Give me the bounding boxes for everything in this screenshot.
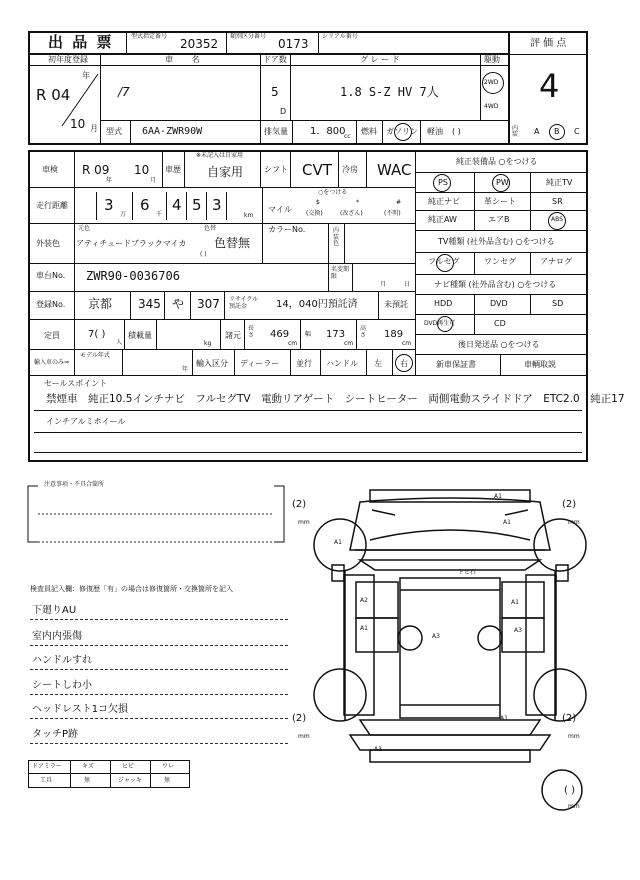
drive-4wd: 4WD <box>484 103 499 110</box>
color-tone-label: 色替 <box>204 225 217 232</box>
mark-wheel-fl: A1 <box>334 539 342 546</box>
class-label: 類別区分番号 <box>230 33 267 40</box>
reg-cls: 345 <box>138 297 161 311</box>
recycle-unpaid: 未預託 <box>384 300 408 309</box>
hgt-label: 高さ <box>360 325 367 339</box>
form-title: 出 品 票 <box>48 33 114 51</box>
load-unit: kg <box>204 340 212 347</box>
tire-rr-mm: mm <box>568 733 580 740</box>
fuel-label: 燃料 <box>361 127 377 136</box>
tire-spare-mm: mm <box>568 803 580 810</box>
first-reg-label: 初年度登録 <box>48 55 88 64</box>
navi-hdd: HDD <box>434 299 453 308</box>
history-note: ※未記入は自家用 <box>196 152 244 159</box>
mark-door-fl: A2 <box>360 597 368 604</box>
hgt: 189 <box>384 329 404 340</box>
mileage-label: 走行距離 <box>36 201 68 210</box>
model-year-label: モデル年式 <box>80 352 110 359</box>
mark-side: A1 <box>500 715 508 722</box>
recycle-label: リサイクル預託金 <box>229 296 259 311</box>
eq-pw: PW <box>496 178 509 187</box>
tire-rl-value: 2 <box>295 713 303 724</box>
orig-color-label: 元色 <box>78 225 91 232</box>
model: 6AA-ZWR90W <box>142 126 203 137</box>
parallel: 並行 <box>296 359 312 368</box>
recycle: 14，040円預託済 <box>276 299 358 310</box>
ac: WAC <box>377 161 412 179</box>
type-no: 20352 <box>180 37 219 51</box>
drive-2wd: 2WD <box>484 79 499 86</box>
note-1: 下廻りAU <box>32 605 77 616</box>
chassis: ZWR90-0036706 <box>86 269 180 283</box>
orig-color: アティチュードブラックマイカ <box>76 239 187 248</box>
sales-line2: インチアルミホイール <box>46 417 126 426</box>
mile-opt3a: * <box>356 199 359 206</box>
tv-one: ワンセグ <box>484 257 516 266</box>
dealer: ディーラー <box>240 359 280 368</box>
sales-label: セールスポイント <box>44 379 108 388</box>
interior-label: 内装 <box>512 125 519 138</box>
fuel-paren: ( ) <box>452 127 461 136</box>
len-unit: cm <box>288 340 298 347</box>
mile-man: 万 <box>120 211 127 218</box>
navi-dvdplay: DVD再生可 <box>424 320 456 327</box>
score-value: 4 <box>539 67 560 105</box>
tire-rr-value: 2 <box>565 713 573 724</box>
drive-label: 駆動 <box>484 55 500 64</box>
insp-era: R 09 <box>82 163 110 177</box>
len-label: 長さ <box>248 325 255 339</box>
mile-d1: 3 <box>104 196 114 214</box>
eq-tv: 純正TV <box>546 178 573 187</box>
history-label: 車歴 <box>165 165 181 174</box>
tv-full: フルセグ <box>428 257 460 266</box>
eq-abs: ABS <box>551 216 563 223</box>
shift: CVT <box>302 161 332 179</box>
note-3: ハンドルすれ <box>32 655 92 666</box>
inspector-note: 検査員記入欄：修復歴「有」の場合は修復箇所・交換箇所を記入 <box>30 585 233 593</box>
wid-label: 幅 <box>305 331 312 338</box>
note-4: シートしわ小 <box>32 680 92 691</box>
color-label: 外装色 <box>36 239 60 248</box>
year-suffix: 年 <box>82 71 90 80</box>
std-title: 純正装備品 ○をつける <box>456 157 538 166</box>
mile-d3: 4 <box>172 196 182 214</box>
ac-label: 冷房 <box>342 165 358 174</box>
handle-label: ハンドル <box>326 359 358 368</box>
navi-cd: CD <box>494 319 506 328</box>
month-suffix: 月 <box>90 124 98 133</box>
color-change: 色替無 <box>214 236 251 250</box>
len: 469 <box>270 329 290 340</box>
insp-month: 10 <box>134 163 150 177</box>
capacity-unit: 人 <box>116 339 123 346</box>
light-oil: 軽油 <box>427 127 443 136</box>
car-diagram <box>300 470 600 820</box>
eq-leather: 革シート <box>484 197 516 206</box>
tire-fr: (2) <box>562 499 577 510</box>
eq-aw: 純正AW <box>428 215 457 224</box>
interior-c: C <box>574 127 580 136</box>
first-reg-era: R 04 <box>36 86 71 104</box>
mark-door-rr: A3 <box>514 627 522 634</box>
color-no-label: カラーNo. <box>268 225 306 234</box>
nc-month: 月 <box>380 281 387 288</box>
eq-ps-circle <box>433 174 451 192</box>
mile-d4: 5 <box>192 196 202 214</box>
eq-ps: PS <box>438 178 448 187</box>
mark-wheel-fr: A1 <box>503 519 511 526</box>
doors-label: ドア数 <box>263 55 287 64</box>
color-paren: ( ) <box>200 251 207 258</box>
note-6: タッチP跡 <box>32 729 79 740</box>
eq-sr: SR <box>552 197 563 206</box>
eq-airbag: エアB <box>488 215 510 224</box>
tire-rl: (2) <box>292 713 307 724</box>
fuel-circle <box>394 123 412 141</box>
note-2: 室内内張傷 <box>32 631 82 642</box>
wid-unit: cm <box>344 340 354 347</box>
mile-opt2b: (交換) <box>306 210 323 217</box>
tire-fl: (2) <box>292 499 307 510</box>
reg-kana: や <box>172 297 185 311</box>
displacement: 1．800 <box>310 126 346 137</box>
mark-roof: A3 <box>432 633 440 640</box>
notes-bracket <box>26 481 286 544</box>
interior-color-label: 内装色 <box>333 227 340 248</box>
nc-day: 日 <box>404 281 411 288</box>
eq-pw-circle <box>492 174 510 192</box>
capacity-label: 定員 <box>44 331 60 340</box>
tire-spare: ( ) <box>564 785 575 796</box>
doors: 5 <box>271 85 279 99</box>
interior-a: A <box>534 127 540 136</box>
grade: 1.8 S-Z HV 7人 <box>340 85 439 99</box>
sales-line1: 禁煙車 純正10.5インチナビ フルセグTV 電動リアゲート シートヒーター 両側電動スライドドア ETC2.0 純正17 <box>46 393 625 405</box>
legend-v3: ジャッキ <box>118 777 142 784</box>
mile-opt2a: $ <box>316 199 320 206</box>
inspection-label: 車検 <box>42 165 58 174</box>
tv-full-circle <box>436 254 454 272</box>
reg-num: 307 <box>197 297 220 311</box>
mile-opt4a: # <box>396 199 402 206</box>
mile-d2: 6 <box>140 196 150 214</box>
hgt-unit: cm <box>402 340 412 347</box>
km: km <box>244 212 254 219</box>
right: 右 <box>400 359 408 368</box>
tire-rr: (2) <box>562 713 577 724</box>
later-warranty: 新車保証書 <box>436 360 476 369</box>
interior-b: B <box>554 127 560 136</box>
notes-label: 注意事項・不具合箇所 <box>44 481 105 488</box>
eq-navi: 純正ナビ <box>428 197 460 206</box>
mile-sen: 千 <box>156 211 163 218</box>
insp-year: 年 <box>106 177 113 184</box>
wid: 173 <box>326 329 346 340</box>
navi-dvdplay-circle <box>437 316 453 332</box>
mile-d5: 3 <box>212 196 222 214</box>
mark-door-fr: A1 <box>511 599 519 606</box>
legend-v2: 無 <box>84 777 91 784</box>
reg-label: 登録No. <box>36 300 66 309</box>
insp-month-s: 月 <box>150 177 157 184</box>
legend-h3: ヒビ <box>122 763 135 770</box>
later-manual: 車輌取説 <box>524 360 556 369</box>
right-circle <box>395 354 413 372</box>
tire-rl-mm: mm <box>298 733 310 740</box>
legend-h4: ワレ <box>162 763 175 770</box>
navi-sd: SD <box>552 299 564 308</box>
score-label: 評 価 点 <box>530 38 567 49</box>
legend-h1: ドアミラー <box>32 763 62 770</box>
later-title: 後日発送品 ○をつける <box>458 340 540 349</box>
displacement-label: 排気量 <box>264 127 288 136</box>
load-label: 積載量 <box>128 331 152 340</box>
chassis-label: 車台No. <box>36 271 66 280</box>
model-year-unit: 年 <box>182 366 189 373</box>
left: 左 <box>374 359 382 368</box>
navi-dvd: DVD <box>490 299 508 308</box>
fuel: ガソリン <box>386 127 418 136</box>
dims-label: 諸元 <box>225 331 241 340</box>
mile-opt1: マイル <box>268 205 292 214</box>
tire-fr-value: 2 <box>565 499 573 510</box>
serial-label: シリアル番号 <box>322 33 358 40</box>
tire-fl-value: 2 <box>295 499 303 510</box>
tire-fl-mm: mm <box>298 519 310 526</box>
note-5: ヘッドレスト1コ欠損 <box>32 704 129 715</box>
legend-v4: 無 <box>164 777 171 784</box>
import-type-label: 輸入区分 <box>196 359 228 368</box>
tv-analog: アナログ <box>540 257 572 266</box>
mark-door-rl: A1 <box>360 625 368 632</box>
shift-label: シフト <box>264 165 288 174</box>
legend-h2: キズ <box>82 763 94 770</box>
type-label: 型式指定番号 <box>131 33 168 40</box>
mark-chip: トビ石 <box>458 569 477 576</box>
navi-title: ナビ種類 (社外品含む) ○をつける <box>434 280 557 289</box>
model-label: 型式 <box>106 127 122 136</box>
mile-opt4b: (不明) <box>384 210 401 217</box>
first-reg-month: 10 <box>70 117 86 131</box>
tire-fr-mm: mm <box>568 519 580 526</box>
mile-opt3b: (改ざん) <box>340 210 363 217</box>
reg-city: 京都 <box>88 297 113 311</box>
tv-title: TV種類 (社外品含む) ○をつける <box>438 237 555 246</box>
interior-b-circle <box>549 124 565 140</box>
history: 自家用 <box>207 165 244 179</box>
mark-bumper: A1 <box>494 493 502 500</box>
attach-note: ○をつける <box>318 189 348 196</box>
doors-d: D <box>280 107 287 116</box>
car-name: /7 <box>118 85 130 99</box>
eq-abs-circle <box>548 212 566 230</box>
capacity: 7( ) <box>88 329 106 340</box>
import-label: 輸入車のみ⇒ <box>34 359 70 366</box>
mark-rear: A3 <box>374 746 382 753</box>
name-change-label: 名変期限 <box>331 266 350 281</box>
car-name-label: 車 名 <box>165 55 208 64</box>
class-no: 0173 <box>278 37 309 51</box>
cc: cc <box>344 133 351 140</box>
grade-label: グ レ ー ド <box>360 55 400 64</box>
legend-v1: 工具 <box>40 777 53 784</box>
